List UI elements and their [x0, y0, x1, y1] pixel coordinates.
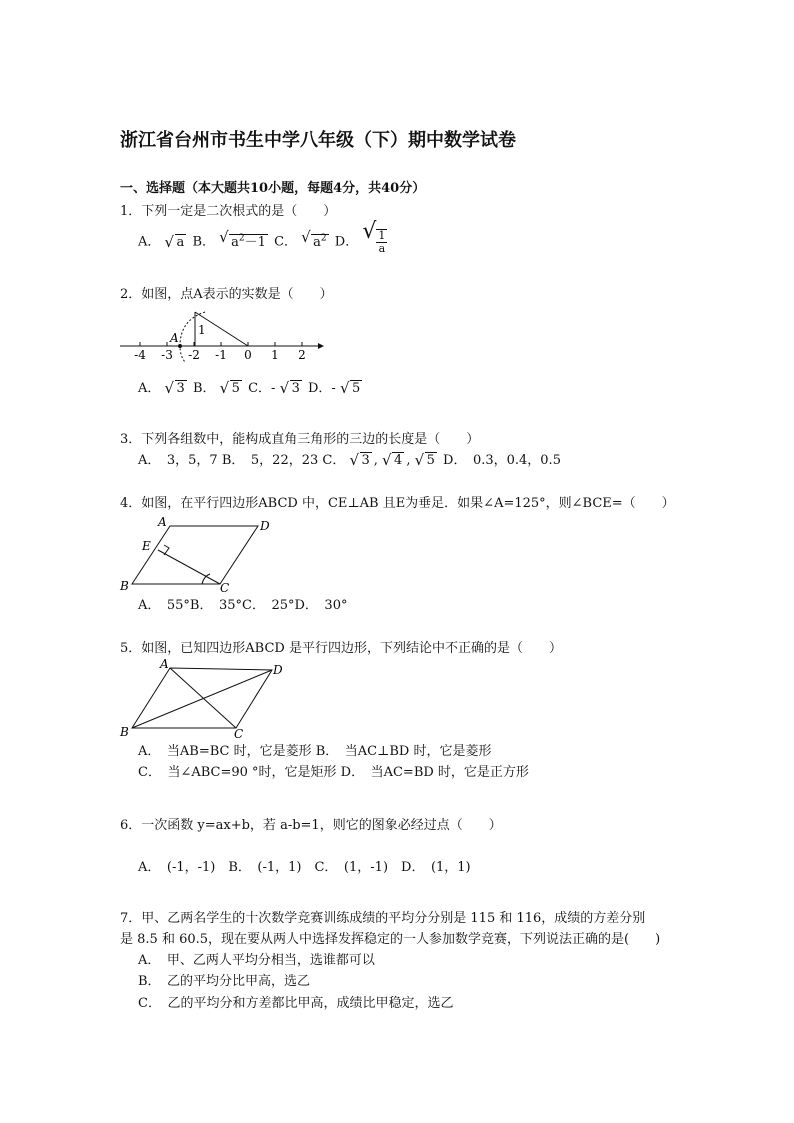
q3-c-radical-3: √ 5	[414, 451, 435, 469]
q7-option-b: B． 乙的平均分比甲高，选乙	[138, 974, 311, 989]
q5-label-d: D	[273, 663, 283, 677]
q4-stem: 4．如图，在平行四边形ABCD 中，CE⊥AB 且E为垂足．如果∠A=125°，则∠BCE=（ ）	[120, 496, 675, 511]
q1-a-radical: √ a	[164, 232, 185, 251]
q1-a-label: A．	[138, 234, 161, 250]
q1-c-radical: √ $a^2$	[301, 228, 327, 250]
q1-d-label: D．	[334, 234, 359, 250]
q1-stem: 1．下列一定是二次根式的是（ ）	[120, 204, 337, 219]
q4-label-c: C	[220, 581, 230, 595]
q2-d-label: D．-	[307, 381, 336, 396]
q5-label-a: A	[160, 657, 169, 671]
number-line-tick-label: 1	[271, 348, 279, 362]
q1-options	[138, 219, 389, 255]
q7-stem-line-2: 是 8.5 和 60.5，现在要从两人中选择发挥稳定的一人参加数学竞赛，下列说法正确的是( )	[120, 932, 661, 947]
q5-label-b: B	[120, 725, 129, 739]
q4-label-a: A	[158, 515, 167, 529]
q1-b-label: B．	[192, 234, 215, 250]
q2-d-radical: √ 5	[339, 379, 361, 397]
q3-c-radical-1: √ 3	[349, 451, 370, 469]
q4-options: A． 55°B． 35°C． 25°D． 30°	[138, 598, 348, 613]
number-line-tick-label: -3	[161, 348, 173, 362]
page-title: 浙江省台州市书生中学八年级（下）期中数学试卷	[120, 130, 516, 151]
q1-c-label: C．	[274, 234, 298, 250]
number-line-tick-label: -4	[134, 348, 146, 362]
number-line-tick-label: -2	[188, 348, 200, 362]
q2-stem: 2．如图，点A表示的实数是（ ）	[120, 287, 333, 302]
q7-stem-line-1: 7．甲、乙两名学生的十次数学竞赛训练成绩的平均分分别是 115 和 116，成绩的方差分别	[120, 911, 646, 926]
number-line-tick-label: 0	[244, 348, 252, 362]
q3-option-a: A． 3，5，7	[138, 453, 218, 468]
number-line-tick-label: -1	[215, 348, 227, 362]
q2-b-radical: √ 5	[219, 379, 240, 397]
q5-label-c: C	[234, 727, 244, 741]
q2-b-label: B．	[192, 381, 216, 396]
q2-c-label: C．-	[248, 381, 276, 396]
q2-options	[138, 380, 364, 398]
q4-label-d: D	[260, 519, 270, 533]
q2-a-label: A．	[138, 381, 161, 396]
q5-options-line-2: C． 当∠ABC=90 °时，它是矩形 D． 当AC=BD 时，它是正方形	[138, 765, 529, 780]
q1-d-radical: √ $\frac{1}{a}$	[362, 219, 386, 255]
q1-b-radical: √ $a^2-1$	[219, 228, 266, 250]
q2-number-line-figure	[118, 306, 328, 366]
q4-label-b: B	[120, 579, 129, 593]
q7-option-c: C． 乙的平均分和方差都比甲高，成绩比甲稳定，选乙	[138, 996, 454, 1011]
q5-parallelogram-figure	[118, 657, 288, 741]
q4-label-e: E	[142, 539, 151, 553]
q6-options: A． (-1，-1) B． (-1，1) C． (1，-1) D． (1，1)	[138, 860, 471, 875]
q3-option-b: B． 5，22，23	[221, 453, 319, 468]
q4-parallelogram-figure	[118, 514, 278, 594]
q3-c-radical-2: √ 4	[382, 451, 403, 469]
q2-label-a: A	[170, 331, 179, 345]
q2-label-1: 1	[198, 323, 206, 337]
q3-options: A． 3，5，7 B． 5，22，23 C． √ 3 , √ 4 , √ 5 D． 0.3，0.4，0.5	[138, 451, 561, 469]
q3-option-d: D． 0.3，0.4，0.5	[443, 453, 561, 468]
q5-stem: 5．如图，已知四边形ABCD 是平行四边形，下列结论中不正确的是（ ）	[120, 641, 562, 656]
q3-c-label: C．	[322, 453, 346, 468]
q5-options-line-1: A． 当AB=BC 时，它是菱形 B． 当AC⊥BD 时，它是菱形	[138, 744, 492, 759]
number-line-tick-label: 2	[298, 348, 306, 362]
q6-stem: 6．一次函数 y=ax+b，若 a-b=1，则它的图象必经过点（ ）	[120, 818, 502, 833]
section-heading: 一、选择题（本大题共10小题，每题4分，共40分）	[120, 181, 426, 196]
q7-option-a: A． 甲、乙两人平均分相当，选谁都可以	[138, 953, 375, 968]
q2-c-radical: √ 3	[279, 379, 300, 397]
q2-a-radical: √ 3	[164, 379, 185, 397]
q3-stem: 3．下列各组数中，能构成直角三角形的三边的长度是（ ）	[120, 432, 480, 447]
